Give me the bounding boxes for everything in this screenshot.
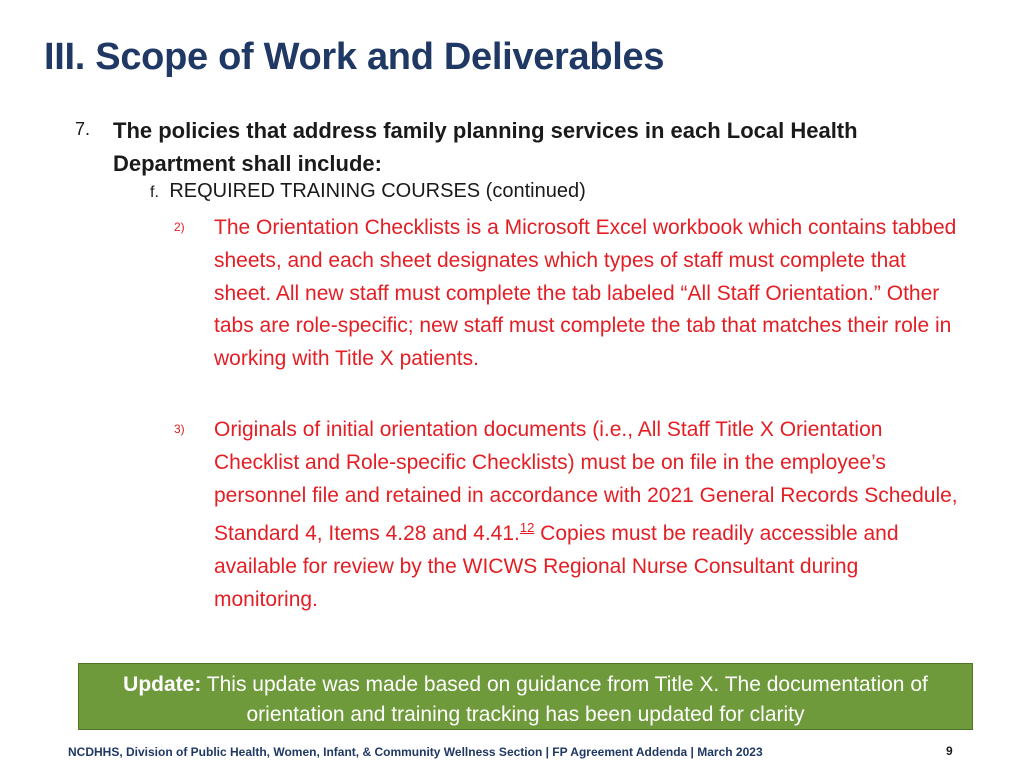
point-3-text-before: Originals of initial orientation documents (i.e., All Staff Title X Orientation Checklist and Role-specific Checklists) must be on file in the employee’s personnel file and retained in accordance with 2021 General Records Schedule, Standard 4, Items 4.28 and 4.41. — [214, 418, 958, 546]
point-3-text-after: Copies must be readily accessible and available for review by the WICWS Regional Nurse Consultant during monitoring. — [214, 522, 899, 611]
subitem-text: REQUIRED TRAINING COURSES (continued) — [169, 180, 586, 202]
policy-item-text: The policies that address family planning services in each Local Health Department shall include: — [113, 118, 858, 176]
point-2-text: The Orientation Checklists is a Microsoft Excel workbook which contains tabbed sheets, and each sheet designates which types of staff must complete that sheet. All new staff must complete the tab labeled “All Staff Orientation.” Other tabs are role-specific; new staff must complete the tab that matches their role in working with Title X patients. — [214, 216, 957, 371]
policy-item — [75, 114, 975, 180]
slide-title: III. Scope of Work and Deliverables — [44, 36, 665, 78]
point-3-text — [214, 414, 964, 617]
footer: NCDHHS, Division of Public Health, Women, Infant, & Community Wellness Section | FP Agreement Addenda | March 2023 — [68, 745, 763, 759]
subitem — [150, 180, 586, 203]
page-number: 9 — [946, 744, 953, 758]
update-text: This update was made based on guidance from Title X. The documentation of orientation and training tracking has been updated for clarity — [201, 673, 928, 726]
point-2 — [174, 212, 964, 376]
point-3-number: 3) — [174, 422, 185, 436]
policy-item-number: 7. — [75, 119, 91, 139]
update-box — [78, 663, 973, 730]
footnote-link[interactable]: 12 — [519, 520, 535, 536]
update-label: Update: — [123, 673, 202, 696]
point-2-number: 2) — [174, 220, 185, 234]
subitem-letter: f. — [150, 184, 159, 201]
point-3 — [174, 414, 964, 617]
